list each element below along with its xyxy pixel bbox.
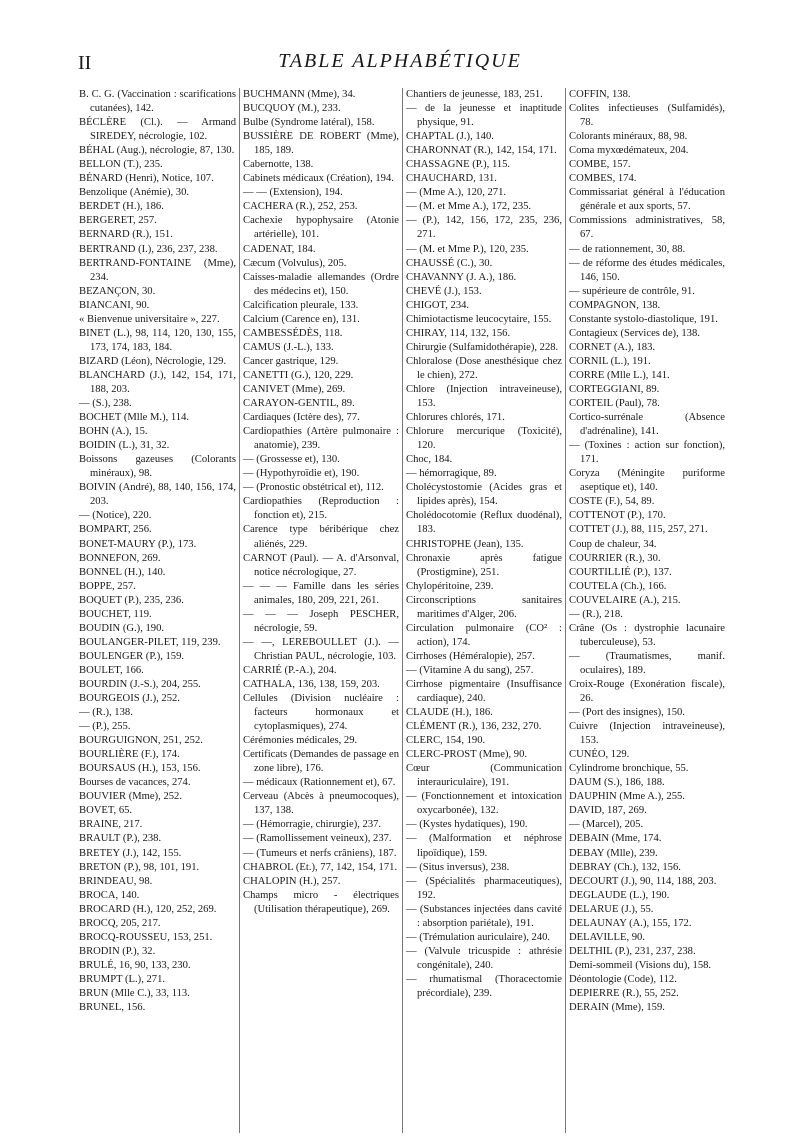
index-entry: COURRIER (R.), 30. <box>569 552 661 564</box>
index-entry: BOIDIN (L.), 31, 32. <box>79 440 170 452</box>
index-entry: COMBES, 174. <box>569 173 637 185</box>
index-entry: CHAUCHARD, 131. <box>406 173 497 185</box>
index-entry: — (Vitamine A du sang), 257. <box>406 664 534 676</box>
index-entry: BUSSIÈRE DE ROBERT (Mme), 185, 189. <box>243 131 399 157</box>
index-entry: CARAYON-GENTIL, 89. <box>243 398 355 410</box>
index-entry: CHRISTOPHE (Jean), 135. <box>406 538 524 550</box>
index-entry: BOMPART, 256. <box>79 524 152 536</box>
index-entry: — (R.), 138. <box>79 707 133 719</box>
index-entry: CARNOT (Paul). — A. d'Arsonval, notice nécrologique, 27. <box>243 552 399 578</box>
index-entry: BRODIN (P.), 32. <box>79 945 156 957</box>
index-entry: Cardiaques (Ictère des), 77. <box>243 412 360 424</box>
index-entry: CHIGOT, 234. <box>406 299 470 311</box>
index-entry: BOUCHET, 119. <box>79 608 152 620</box>
index-entry: CORNIL (L.), 191. <box>569 355 651 367</box>
index-entry: — médicaux (Rationnement et), 67. <box>243 777 396 789</box>
index-entry: COMBE, 157. <box>569 159 631 171</box>
index-entry: BRETON (P.), 98, 101, 191. <box>79 861 200 873</box>
index-entry: BERNARD (R.), 151. <box>79 229 173 241</box>
index-entry: — (Spécialités pharmaceutiques), 192. <box>406 875 562 901</box>
index-entry: CHEVÉ (J.), 153. <box>406 285 482 297</box>
index-entry: Caisses-maladie allemandes (Ordre des médecins et), 150. <box>243 271 399 297</box>
index-entry: CORRE (Mlle L.), 141. <box>569 369 670 381</box>
index-entry: — —, LEREBOULLET (J.). — Christian PAUL, nécrologie, 103. <box>243 636 399 662</box>
index-entry: BIZARD (Léon), Nécrologie, 129. <box>79 355 227 367</box>
index-entry: B. C. G. (Vaccination : scarifications cutanées), 142. <box>79 89 236 115</box>
index-entry: Chlorures chlorés, 171. <box>406 412 505 424</box>
index-entry: COUTELA (Ch.), 166. <box>569 580 667 592</box>
index-entry: Cæcum (Volvulus), 205. <box>243 257 347 269</box>
index-entry: Cœur (Communication interauriculaire), 191. <box>406 763 562 789</box>
index-entry: DAVID, 187, 269. <box>569 805 647 817</box>
index-entry: BERTRAND (I.), 236, 237, 238. <box>79 243 218 255</box>
index-entry: COTTET (J.), 88, 115, 257, 271. <box>569 524 708 536</box>
index-entry: — — — Famille dans les séries animales, 180, 209, 221, 261. <box>243 580 399 606</box>
index-entry: BEZANÇON, 30. <box>79 285 156 297</box>
index-entry: BRUNEL, 156. <box>79 1002 146 1014</box>
index-entry: BOURSAUS (H.), 153, 156. <box>79 763 201 775</box>
index-entry: DEBRAY (Ch.), 132, 156. <box>569 861 681 873</box>
index-entry: BERTRAND-FONTAINE (Mme), 234. <box>79 257 236 283</box>
index-column-3 <box>402 88 565 1133</box>
index-entry: BOUDIN (G.), 190. <box>79 622 165 634</box>
index-entry: — (R.), 218. <box>569 608 623 620</box>
index-entry: Carence type béribérique chez aliénés, 229. <box>243 524 399 550</box>
index-entry: — (Valvule tricuspide : athrésie congénitale), 240. <box>406 945 562 971</box>
index-entry: BOURGUIGNON, 251, 252. <box>79 735 203 747</box>
index-entry: DERAIN (Mme), 159. <box>569 1002 665 1014</box>
index-entry: — (M. et Mme A.), 172, 235. <box>406 201 532 213</box>
index-entry: CLERC-PROST (Mme), 90. <box>406 749 528 761</box>
index-entry: BERGERET, 257. <box>79 215 157 227</box>
index-column-1 <box>76 88 239 1133</box>
index-entry: CANETTI (G.), 120, 229. <box>243 369 354 381</box>
index-entry: — (Situs inversus), 238. <box>406 861 510 873</box>
index-entry: CARRIÉ (P.-A.), 204. <box>243 664 337 676</box>
index-entry: — (Toxines : action sur fonction), 171. <box>569 440 725 466</box>
index-entry: Chlorure mercurique (Toxicité), 120. <box>406 426 562 452</box>
index-entry: — (Kystes hydatiques), 190. <box>406 819 528 831</box>
index-entry: Chloralose (Dose anesthésique chez le chien), 272. <box>406 355 562 381</box>
index-entry: Cholédocotomie (Reflux duodénal), 183. <box>406 510 562 536</box>
index-entry: — (Substances injectées dans cavité : absorption pariétale), 191. <box>406 903 562 929</box>
index-entry: — (Ramollissement veineux), 237. <box>243 833 392 845</box>
index-entry: Circulation pulmonaire (CO² : action), 174. <box>406 622 562 648</box>
index-entry: BOULET, 166. <box>79 664 144 676</box>
index-entry: BRULÉ, 16, 90, 133, 230. <box>79 959 191 971</box>
index-entry: — (Malformation et néphrose lipoïdique), 159. <box>406 833 562 859</box>
index-entry: — (M. et Mme P.), 120, 235. <box>406 243 529 255</box>
index-entry: BOUVIER (Mme), 252. <box>79 791 182 803</box>
index-entry: BRAULT (P.), 238. <box>79 833 162 845</box>
index-entry: CLÉMENT (R.), 136, 232, 270. <box>406 721 542 733</box>
index-entry: BOQUET (P.), 235, 236. <box>79 594 184 606</box>
index-entry: Cancer gastrique, 129. <box>243 355 339 367</box>
index-entry: Bourses de vacances, 274. <box>79 777 191 789</box>
index-entry: COMPAGNON, 138. <box>569 299 661 311</box>
index-entry: CHIRAY, 114, 132, 156. <box>406 327 511 339</box>
index-entry: — (P.), 255. <box>79 721 131 733</box>
index-entry: COTTENOT (P.), 170. <box>569 510 666 522</box>
index-entry: DEGLAUDE (L.), 190. <box>569 889 670 901</box>
index-entry: Colites infectieuses (Sulfamidés), 78. <box>569 103 725 129</box>
index-entry: BLANCHARD (J.), 142, 154, 171, 188, 203. <box>79 369 236 395</box>
index-entry: Cirrhose pigmentaire (Insuffisance cardiaque), 240. <box>406 678 562 705</box>
index-entry: — hémorragique, 89. <box>406 468 497 480</box>
index-entry: BRINDEAU, 98. <box>79 875 153 887</box>
index-entry: Constante systolo-diastolique, 191. <box>569 313 718 325</box>
index-entry: Calcification pleurale, 133. <box>243 299 359 311</box>
index-entry: BOURGEOIS (J.), 252. <box>79 693 180 705</box>
index-entry: DEBAIN (Mme, 174. <box>569 833 662 845</box>
index-entry: Coup de chaleur, 34. <box>569 538 657 550</box>
index-entry: CACHERA (R.), 252, 253. <box>243 201 358 213</box>
index-entry: — (Traumatismes, manif. oculaires), 189. <box>569 650 725 676</box>
index-entry: DEPIERRE (R.), 55, 252. <box>569 988 679 999</box>
index-entry: — de réforme des études médicales, 146, 150. <box>569 257 725 283</box>
index-entry: BRAINE, 217. <box>79 819 143 831</box>
index-entry: — supérieure de contrôle, 91. <box>569 285 695 297</box>
index-entry: Cortico-surrénale (Absence d'adrénaline), 141. <box>569 412 725 438</box>
index-entry: BONET-MAURY (P.), 173. <box>79 538 197 550</box>
index-entry: BOHN (A.), 15. <box>79 426 148 438</box>
index-entry: CHAVANNY (J. A.), 186. <box>406 271 517 283</box>
index-entry: — de la jeunesse et inaptitude physique, 91. <box>406 103 562 129</box>
index-entry: BOVET, 65. <box>79 805 133 817</box>
index-entry: BÉNARD (Henri), Notice, 107. <box>79 173 214 185</box>
index-entry: Contagieux (Services de), 138. <box>569 327 700 339</box>
index-entry: — (Mme A.), 120, 271. <box>406 187 507 199</box>
index-entry: BRUMPT (L.), 271. <box>79 973 166 985</box>
page-title: TABLE ALPHABÉTIQUE <box>278 50 522 72</box>
index-entry: Coma myxœdémateux, 204. <box>569 145 689 157</box>
index-entry: — de rationnement, 30, 88. <box>569 243 686 255</box>
index-entry: Crâne (Os : dystrophie lacunaire tuberculeuse), 53. <box>569 622 725 648</box>
index-entry: Chirurgie (Sulfamidothérapie), 228. <box>406 341 559 353</box>
index-entry: CUNÉO, 129. <box>569 749 630 761</box>
index-entry: — (Pronostic obstétrical et), 112. <box>243 482 384 494</box>
index-entry: BOURDIN (J.-S.), 204, 255. <box>79 678 201 690</box>
index-entry: Coryza (Méningite puriforme aseptique et), 140. <box>569 468 725 494</box>
index-entry: — (Trémulation auriculaire), 240. <box>406 931 551 943</box>
index-entry: BÉCLÈRE (Cl.). — Armand SIREDEY, nécrologie, 102. <box>79 117 236 143</box>
index-entry: Champs micro - électriques (Utilisation thérapeutique), 269. <box>243 889 399 915</box>
index-entry: Déontologie (Code), 112. <box>569 973 677 985</box>
index-entry: BRETEY (J.), 142, 155. <box>79 847 182 859</box>
index-entry: CORTEIL (Paul), 78. <box>569 398 660 410</box>
page-number: II <box>78 52 92 74</box>
index-entry: — (S.), 238. <box>79 398 132 410</box>
index-entry: Bulbe (Syndrome latéral), 158. <box>243 117 375 129</box>
index-entry: — — — Joseph PESCHER, nécrologie, 59. <box>243 608 399 634</box>
index-entry: CHAPTAL (J.), 140. <box>406 131 494 143</box>
index-entry: Croix-Rouge (Exonération fiscale), 26. <box>569 678 725 705</box>
index-entry: CATHALA, 136, 138, 159, 203. <box>243 678 380 690</box>
index-entry: BOPPE, 257. <box>79 580 136 592</box>
index-entry: DEBAY (Mlle), 239. <box>569 847 658 859</box>
index-entry: CORTEGGIANI, 89. <box>569 383 660 395</box>
index-entry: Calcium (Carence en), 131. <box>243 313 360 325</box>
index-entry: BOIVIN (André), 88, 140, 156, 174, 203. <box>79 482 236 508</box>
index-entry: COFFIN, 138. <box>569 89 631 100</box>
index-column-2 <box>239 88 402 1133</box>
index-entry: « Bienvenue universitaire », 227. <box>79 313 220 325</box>
index-entry: Commissariat général à l'éducation générale et aux sports, 57. <box>569 187 725 213</box>
index-entry: Cérémonies médicales, 29. <box>243 735 358 747</box>
index-entry: COUVELAIRE (A.), 215. <box>569 594 681 606</box>
index-entry: CAMUS (J.-L.), 133. <box>243 341 334 353</box>
index-entry: BROCQ, 205, 217. <box>79 917 161 929</box>
index-entry: — (Grossesse et), 130. <box>243 454 340 466</box>
index-entry: Cachexie hypophysaire (Atonie artérielle), 101. <box>243 215 399 241</box>
index-entry: CADENAT, 184. <box>243 243 316 255</box>
index-entry: Cuivre (Injection intraveineuse), 153. <box>569 721 725 747</box>
index-entry: COURTILLIÉ (P.), 137. <box>569 566 672 578</box>
index-entry: Cholécystostomie (Acides gras et lipides après), 154. <box>406 482 562 508</box>
index-entry: — (Hémorragie, chirurgie), 237. <box>243 819 382 831</box>
index-entry: CORNET (A.), 183. <box>569 341 656 353</box>
index-entry: Cellules (Division nucléaire : facteurs hormonaux et cytoplasmiques), 274. <box>243 693 399 733</box>
index-entry: — (Hypothyroïdie et), 190. <box>243 468 360 480</box>
index-entry: BOULENGER (P.), 159. <box>79 650 185 662</box>
index-entry: Cabernotte, 138. <box>243 159 314 171</box>
index-entry: BÉHAL (Aug.), nécrologie, 87, 130. <box>79 145 235 157</box>
index-entry: CHAUSSÉ (C.), 30. <box>406 257 493 269</box>
index-entry: DECOURT (J.), 90, 114, 188, 203. <box>569 875 717 887</box>
index-entry: Chylopéritoine, 239. <box>406 580 494 592</box>
index-entry: CLERC, 154, 190. <box>406 735 486 747</box>
index-entry: BROCA, 140. <box>79 889 140 901</box>
index-entry: BONNEFON, 269. <box>79 552 161 564</box>
index-entry: BUCHMANN (Mme), 34. <box>243 89 356 100</box>
index-entry: CHARONNAT (R.), 142, 154, 171. <box>406 145 557 157</box>
index-entry: Chantiers de jeunesse, 183, 251. <box>406 89 543 100</box>
index-entry: DELAVILLE, 90. <box>569 931 646 943</box>
index-entry: BINET (L.), 98, 114, 120, 130, 155, 173, 174, 183, 184. <box>79 327 236 353</box>
index-entry: BOCHET (Mlle M.), 114. <box>79 412 190 424</box>
index-entry: — (Tumeurs et nerfs crâniens), 187. <box>243 847 397 859</box>
index-entry: DELARUE (J.), 55. <box>569 903 654 915</box>
index-column-4 <box>565 88 728 1133</box>
index-entry: Certificats (Demandes de passage en zone libre), 176. <box>243 749 399 775</box>
index-entry: Cardiopathies (Artère pulmonaire : anatomie), 239. <box>243 426 399 452</box>
index-entry: Cirrhoses (Héméralopie), 257. <box>406 650 535 662</box>
index-entry: BOULANGER-PILET, 119, 239. <box>79 636 221 648</box>
index-entry: BROCARD (H.), 120, 252, 269. <box>79 903 217 915</box>
index-entry: DELAUNAY (A.), 155, 172. <box>569 917 692 929</box>
index-entry: CHALOPIN (H.), 257. <box>243 875 341 887</box>
index-entry: Boissons gazeuses (Colorants minéraux), 98. <box>79 454 236 480</box>
index-entry: Chlore (Injection intraveineuse), 153. <box>406 383 562 410</box>
index-entry: BOURLIÈRE (F.), 174. <box>79 749 180 761</box>
index-entry: — (Port des insignes), 150. <box>569 707 685 719</box>
index-entry: DAUPHIN (Mme A.), 255. <box>569 791 685 803</box>
index-entry: Cabinets médicaux (Création), 194. <box>243 173 394 185</box>
index-entry: Circonscriptions sanitaires maritimes d'Alger, 206. <box>406 594 562 620</box>
index-entry: Colorants minéraux, 88, 98. <box>569 131 688 143</box>
index-entry: BUCQUOY (M.), 233. <box>243 103 341 115</box>
index-entry: BROCQ-ROUSSEU, 153, 251. <box>79 931 213 943</box>
index-entry: Chimiotactisme leucocytaire, 155. <box>406 313 552 325</box>
index-entry: — — (Extension), 194. <box>243 187 343 199</box>
index-entry: DELTHIL (P.), 231, 237, 238. <box>569 945 696 957</box>
index-entry: BIANCANI, 90. <box>79 299 150 311</box>
index-entry: Chronaxie après fatigue (Prostigmine), 251. <box>406 552 562 578</box>
index-entry: Benzolique (Anémie), 30. <box>79 187 190 199</box>
index-entry: Cylindrome bronchique, 55. <box>569 763 689 775</box>
index-entry: Choc, 184. <box>406 454 453 466</box>
index-entry: — (Marcel), 205. <box>569 819 644 831</box>
index-entry: Cerveau (Abcès à pneumocoques), 137, 138. <box>243 791 399 817</box>
index-entry: CLAUDE (H.), 186. <box>406 707 493 719</box>
index-entry: BELLON (T.), 235. <box>79 159 163 171</box>
index-entry: — (Notice), 220. <box>79 510 152 522</box>
index-entry: — (P.), 142, 156, 172, 235, 236, 271. <box>406 215 562 241</box>
index-entry: BRUN (Mlle C.), 33, 113. <box>79 988 190 999</box>
index-entry: CANIVET (Mme), 269. <box>243 383 346 395</box>
index-entry: BERDET (H.), 186. <box>79 201 164 213</box>
index-entry: Cardiopathies (Reproduction : fonction et), 215. <box>243 496 399 522</box>
index-entry: — (Fonctionnement et intoxication oxycarbonée), 132. <box>406 791 562 817</box>
index-entry: BONNEL (H.), 140. <box>79 566 166 578</box>
index-entry: CHABROL (Et.), 77, 142, 154, 171. <box>243 861 398 873</box>
index-entry: CAMBESSÉDÈS, 118. <box>243 327 343 339</box>
index-entry: DAUM (S.), 186, 188. <box>569 777 665 789</box>
index-entry: COSTE (F.), 54, 89. <box>569 496 655 508</box>
index-columns <box>76 88 728 1133</box>
index-entry: Demi-sommeil (Visions du), 158. <box>569 959 712 971</box>
index-entry: CHASSAGNE (P.), 115. <box>406 159 511 171</box>
index-entry: Commissions administratives, 58, 67. <box>569 215 725 241</box>
index-entry: — rhumatismal (Thoracectomie précordiale), 239. <box>406 973 562 999</box>
